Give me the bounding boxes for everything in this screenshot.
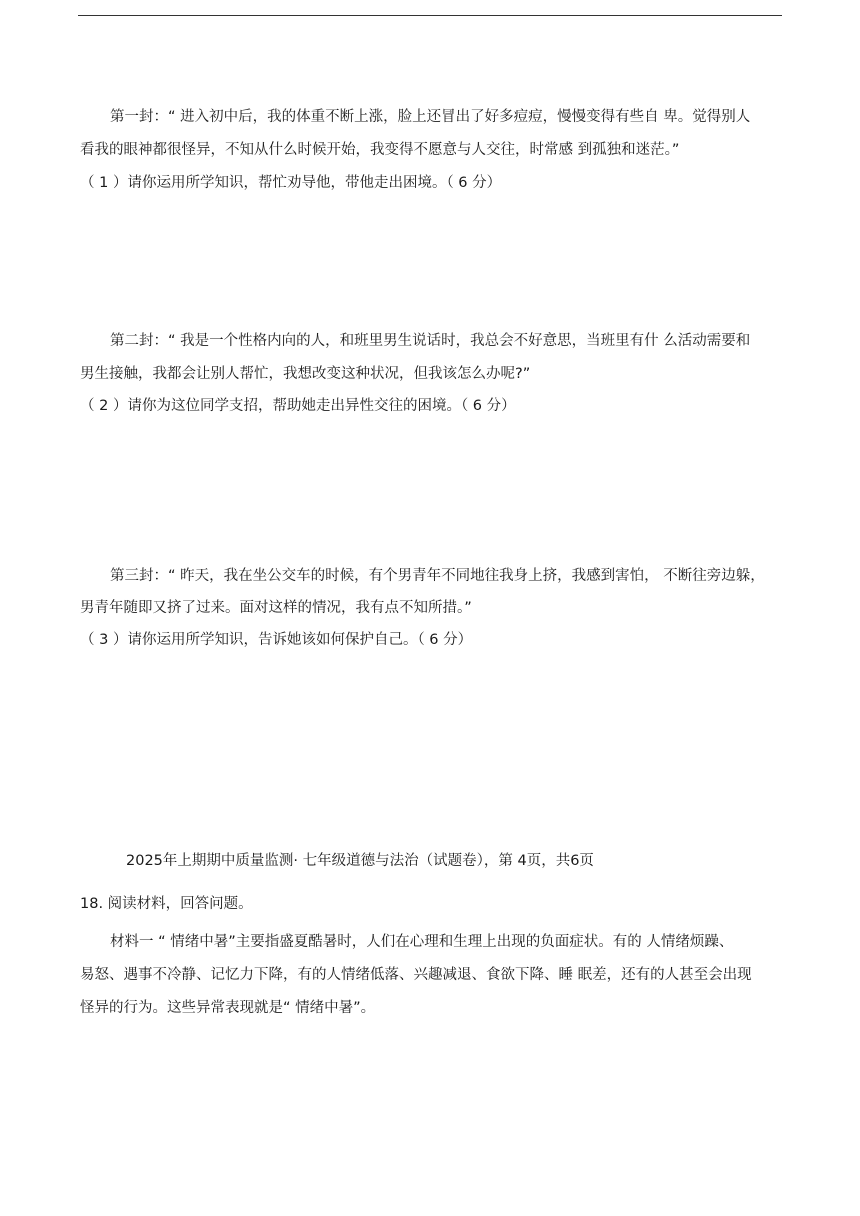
question-2: （ 2 ）请你为这位同学支招，帮助她走出异性交往的困境。（ 6 分） [80,398,516,414]
material1-line3: 怪异的行为。这些异常表现就是“ 情绪中暑”。 [80,1000,376,1016]
question-18-heading: 18. 阅读材料，回答问题。 [80,896,253,912]
letter3-line2: 男青年随即又挤了过来。面对这样的情况，我有点不知所措。” [80,600,472,616]
letter1-line2: 看我的眼神都很怪异，不知从什么时候开始，我变得不愿意与人交往，时常感 到孤独和迷茫。” [80,142,680,158]
letter1-line1: 第一封：“ 进入初中后，我的体重不断上涨，脸上还冒出了好多痘痘，慢慢变得有些自 卑。觉得别人 [110,109,751,125]
letter2-line2: 男生接触，我都会让别人帮忙，我想改变这种状况，但我该怎么办呢?” [80,366,531,382]
question-3: （ 3 ）请你运用所学知识，告诉她该如何保护自己。（ 6 分） [80,632,473,648]
material1-line2: 易怒、遇事不冷静、记忆力下降，有的人情绪低落、兴趣减退、食欲下降、睡 眠差，还有的人甚至会出现 [80,967,752,983]
page-footer: 2025年上期期中质量监测· 七年级道德与法治（试题卷），第 4页，共6页 [126,853,594,869]
question-1: （ 1 ）请你运用所学知识，帮忙劝导他，带他走出困境。（ 6 分） [80,175,502,191]
letter3-line1: 第三封：“ 昨天，我在坐公交车的时候，有个男青年不同地往我身上挤，我感到害怕， 不断往旁边躲， [110,568,765,584]
letter2-line1: 第二封：“ 我是一个性格内向的人，和班里男生说话时，我总会不好意思，当班里有什 么活动需要和 [110,333,751,349]
material1-line1: 材料一 “ 情绪中暑”主要指盛夏酷暑时，人们在心理和生理上出现的负面症状。有的 人情绪烦躁、 [110,934,734,950]
header-rule [78,15,782,16]
